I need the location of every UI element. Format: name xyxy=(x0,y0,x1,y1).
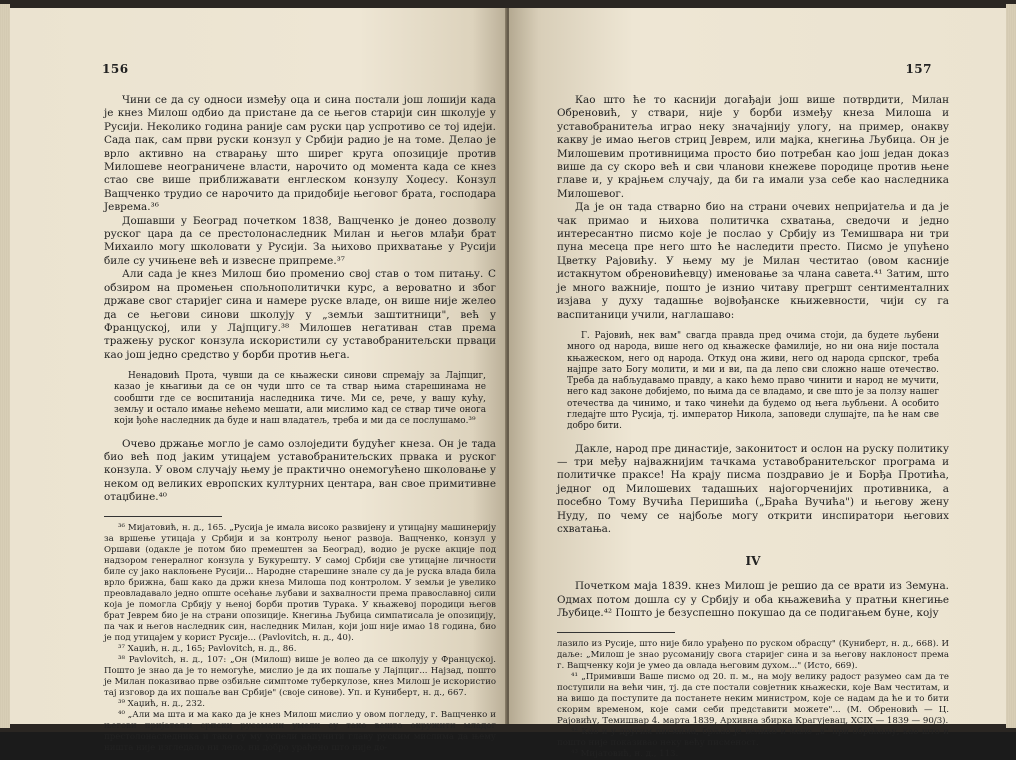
footnote: ⁴¹ „Примивши Ваше писмо од 20. п. м., на моју велику радост разумео сам да те поступили на већи чин, тј. да сте постали совјетник књажески, које Вам честитам, и на вишо да поступите да постанете неким министром, које се надам да ће и то бити скорим временом, које сами себи представити можете"... (М. Обреновић — Ц. Рајовићу, Темишвар 4. марта 1839, Архивна збирка Крагујевац, XCIX — 1839 — 90/3). xyxy=(557,671,949,726)
footnote: ⁴² Као и у другим писмима, брљао је велико и мало „в" при обраћању, као што и пошто није показивао неку већу писменост. xyxy=(557,726,949,748)
block-quote: Ненадовић Прота, чувши да се књажески синови спремају за Лајпциг, казао је књагињи да се он чуди што се та ствар њима старешинама не сообшти где се воспитанија наследника тиче. Ми се, рече, у вашу кућу, земљу и остало имање нећемо мешати, али мислимо кад се ствар тиче онога који ђоће наследник да буде и наш владатељ, треба и ми да се послушамо.³⁹ xyxy=(114,371,486,427)
section-heading: IV xyxy=(745,554,761,569)
footnote: ³⁸ Pavlovitch, н. д., 107: „Он (Милош) више је волео да се школују у Француској. Пошто је знао да је то немогуће, мислио је да их пошаље у Лајпциг... Најзад, пошто је Милан показивао прве озбиљне симптоме туберкулозе, кнез Милош је искористио тај изговор да их пошаље ван Србије" (своје синове). Уп. и Куниберт, н. д., 667. xyxy=(104,654,496,698)
paragraph: Дакле, народ пре династије, законитост и ослон на руску политику — три међу најважнијим тачкама уставобранитељског програма и политичке праксе! На крају писма поздравио је и Борђа Протића, једног од Милошевих тадашњих најогорченијих противника, а посебно Тому Вучића Перишића („Браћа Вучића") и његову жену Нуду, по чему се најбоље могу открити инспиратори његових схватања. xyxy=(557,442,949,536)
footnote-rule xyxy=(104,516,222,517)
left-page xyxy=(10,8,507,753)
footnote: ³⁶ Мијатовић, н. д., 165. „Русија је имала високо развијену и утицајну машинерију за вршење утицаја у Србији и за контролу њеног развоја. Ващченко, конзул у Оршави (одакле је потом био премештен за Београд), водио је руске акције под надзором генералног конзула у Букурешту. У самој Србији све утицајне личности биле су јако наклоњене Русији... Народне старешине знале су да је руска влада била врло брижна, баш како да држи кнеза Милоша под контролом. У земљи је увелико преовладавало једно опште осећање љубави и захвалности према православној сили која је помогла Србију у њеној борби против Турака. У књажевој породици његов брат Јеврем био је на страни опозиције. Кнегиња Љубица симпатисала је опозицију, па чак и његов наследник син, наследник Милан, који још није имао 18 година, био је под утицајем у корист Русије... (Pavlovitch, н. д., 40). xyxy=(104,522,496,643)
paragraph: Чини се да су односи између оца и сина постали још лошији када је кнез Милош одбио да пристане да се његов старији син школује у Русији. Неколико година раније сам руски цар успротиво се тој идеји. Сада пак, сам први руски конзул у Србији радио је на томе. Делао је врло активно на стварању што ширег круга опозиције против Милошеве неограничене власти, нарочито од момента када се кнез стао све више приближавати енглеском конзулу Хоџесу. Конзул Ващченко трудио се нарочито да придобије његовог брата, господара Јеврема.³⁶ xyxy=(104,94,496,214)
footnote: ³⁹ Хаџић, н. д., 232. xyxy=(118,698,206,709)
paragraph: Очево држање могло је само озлоједити будућег кнеза. Он је тада био већ под јаким утицајем уставобранитељских првака и руског конзула. У овом случају њему је практично онемогућено школовање у неком од великих европских културних центара, ван свое примитивне отаџбине.⁴⁰ xyxy=(104,437,496,504)
page-number: 156 xyxy=(102,62,129,76)
footnote: лазило из Русије, што није било урађено по руском обрасцу" (Куниберт, н. д., 668). И даље: „Милош је знао русоманију свога старијег сина и за његову наклоност према г. Ващченку који је умео да овлада његовим духом..." (Исто, 669). xyxy=(557,638,949,671)
footnote: ⁴³ Мијатовић, н. д., 113. xyxy=(571,748,679,759)
block-quote: Г. Рајовић, нек вам" свагда правда пред очима стоји, да будете љубени много од народа, више него од књажеске фамилије, но ни она није постала књажеском, него од народа. Откуд она живи, него од народа српског, треба најпре зато Богу молити, и ми и ви, па да лепо сви сложно наше отечество. Треба да набљудавамо правду, а како ћемо право чинити и народ не мучити, него кад законе добијемо, по њима да се владамо, и све што је за ползу нашег отечества да чинимо, и тако чинећи да будемо од њега љубљени. А особито гледајте што Русија, тј. император Никола, заповеди слушајте, па ће нам све добро бити. xyxy=(567,330,939,432)
text-column xyxy=(557,94,949,760)
text-column xyxy=(104,94,496,754)
paragraph: Али сада је кнез Милош био променио свој став о том питању. С обзиром на промењен спољнополитички курс, а вероватно и због државе свог старијег сина и намере руске владе, он више није желео да се његови синови школују у „земљи заштитници", већ у Француској, или у Лајпцигу.³⁸ Милошев негативан став према тражењу руског конзула искористили су уставобранитељски прваци као још једно средство у борби против њега. xyxy=(104,268,496,361)
page-edge-right xyxy=(1006,4,1016,728)
paragraph: Почетком маја 1839. кнез Милош је решио да се врати из Земуна. Одмах потом дошла су у Србију и оба књажевића у пратњи кнегиње Љубице.⁴² Пошто је безуспешно покушао да се подигањем буне, коју xyxy=(557,580,949,620)
footnote: ³⁷ Хаџић, н. д., 165; Pavlovitch, н. д., 86. xyxy=(118,643,297,654)
page-number: 157 xyxy=(905,62,932,76)
footnote: ⁴⁰ „Али ма шта и ма како да је кнез Милош мислио у овом погледу, г. Ващченко и његови пријатељи српски русомани умели су тако вешто окружити младог престолонаследника и тако су му успели напунити главу руским мислима да њему ништа није изгледало ни лепо, ни добро урађено што није до- xyxy=(104,709,496,753)
paragraph: Дошавши у Београд почетком 1838, Ващченко је донео дозволу руског цара да се престолонаследник Милан и његов млађи брат Михаило могу школовати у Русији. За њихово прихватање у Русији биле су учињене већ и извесне припреме.³⁷ xyxy=(104,214,496,267)
footnote-rule xyxy=(557,632,675,633)
paragraph: Као што ће то каснији догађаји још више потврдити, Милан Обреновић, у ствари, није у борби између кнеза Милоша и уставобранитеља играо неку значајнију улогу, на пример, онакву какву је имао његов стриц Јеврем, или мајка, кнегиња Љубица. Он је Милошевим противницима просто био потребан као још један доказ више да су скоро већ и сви чланови кнежеве породице против њене главе и, у крајњем случају, да би га имали уза себе као наследника Милошевог. xyxy=(557,94,949,200)
right-page xyxy=(509,8,1006,759)
page-edge-left xyxy=(0,4,10,728)
paragraph: Да је он тада стварно био на страни очевих непријатеља и да је чак примао и њихова политичка схватања, сведочи и једно интересантно писмо које је послао у Србију из Темишвара ни три пуна месеца пре него што ће наследити престо. Писмо је упућено Цветку Рајовићу. У њему му је Милан честитао (овом касније истакнутом обреновићевцу) именовање за члана савета.⁴¹ Затим, што је много важније, пошто је изнио читаву прегршт сентименталних изјава у духу тадашње војвођанске књижевности, чији су га васпитаници учили, наглашаво: xyxy=(557,201,949,321)
